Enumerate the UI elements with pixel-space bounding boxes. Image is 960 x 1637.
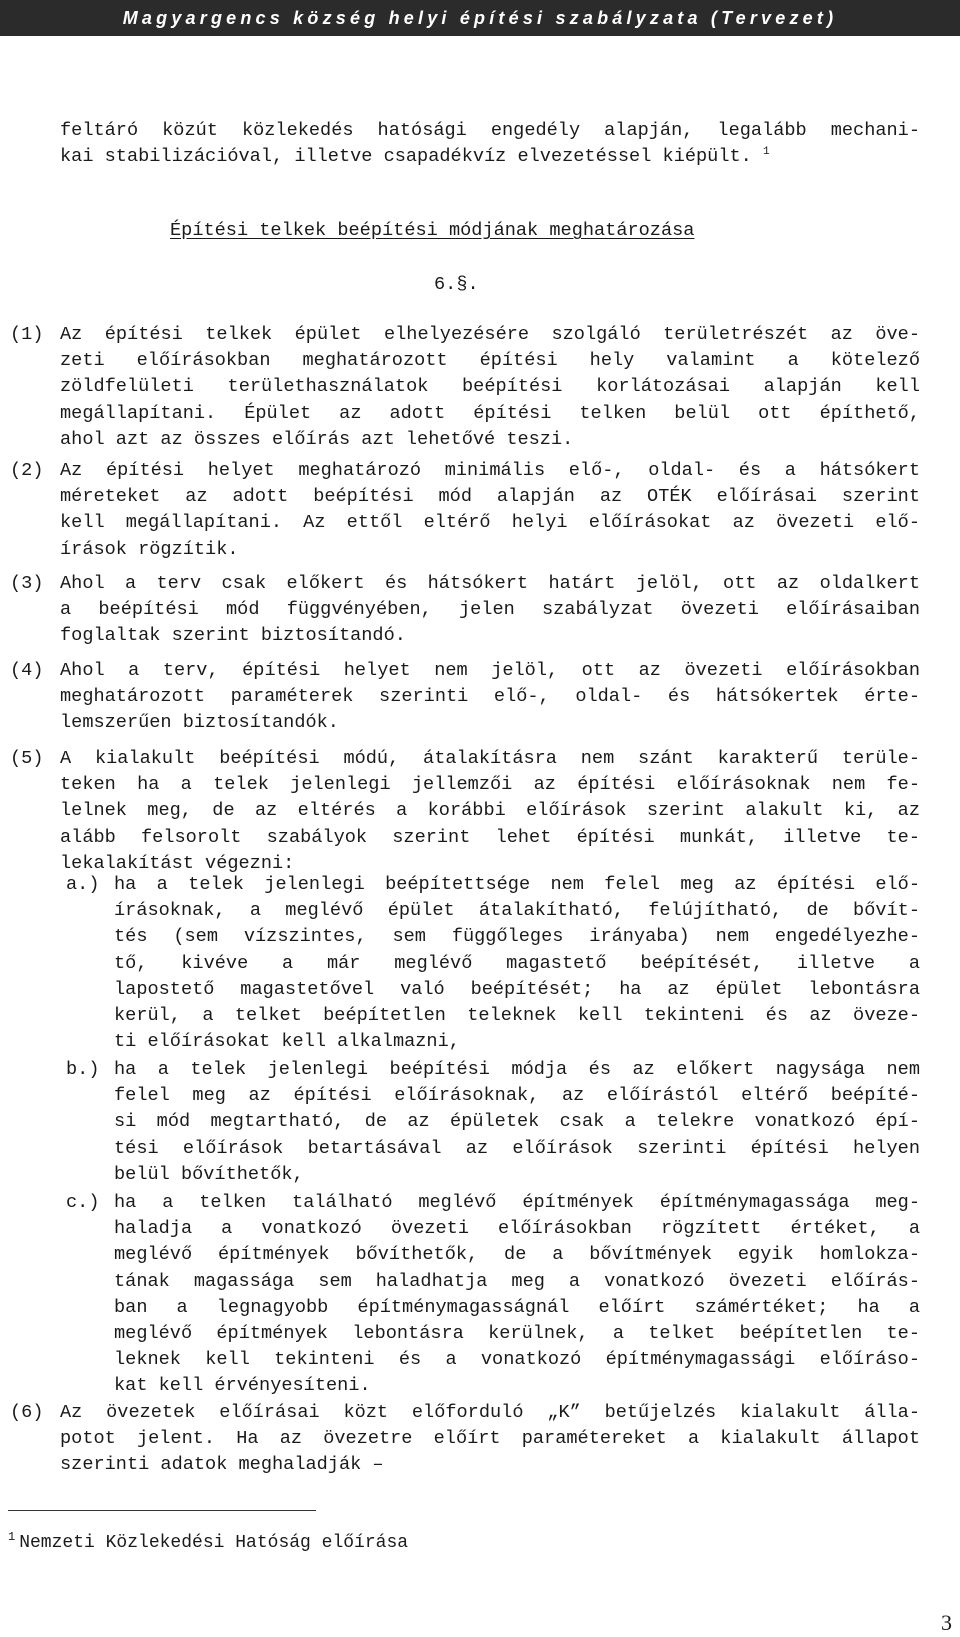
subitem-c-line: haladja a vonatkozó övezeti előírásokban rögzített értéket, a — [114, 1218, 920, 1240]
paragraph-1-line: zöldfelületi területhasználatok beépítési korlátozásai alapján kell — [60, 376, 920, 398]
paragraph-2-line: Az építési helyet meghatározó minimális elő-, oldal- és a hátsókert — [60, 460, 920, 481]
subitem-b-line: ha a telek jelenlegi beépítési módja és az előkert nagysága nem — [114, 1059, 920, 1080]
paragraph-1-line: zeti előírásokban meghatározott építési hely valamint a kötelező — [60, 350, 920, 372]
subitem-a-line: ti előírásokat kell alkalmazni, — [114, 1031, 460, 1053]
paragraph-6-line: potot jelent. Ha az övezetre előírt paramétereket a kialakult állapot — [60, 1428, 920, 1450]
subitem-a-number: a.) — [66, 874, 100, 895]
subitem-a-line: írásoknak, a meglévő épület átalakítható, felújítható, de bővít- — [114, 900, 920, 922]
paragraph-5-line: lekalakítást végezni: — [60, 852, 295, 874]
paragraph-5-line: lelnek meg, de az eltérés a korábbi előírások szerint alakult ki, az — [60, 800, 920, 822]
paragraph-3-number: (3) — [10, 573, 44, 594]
intro-line-1: feltáró közút közlekedés hatósági engedély alapján, legalább mechani- — [60, 120, 920, 141]
paragraph-4-line: lemszerűen biztosítandók. — [60, 712, 339, 734]
paragraph-2-line: méreteket az adott beépítési mód alapján az OTÉK előírásai szerint — [60, 486, 920, 508]
footnote — [8, 1530, 409, 1553]
footnote-ref: 1 — [762, 145, 770, 158]
subitem-b-line: felel meg az építési előírásoknak, az előírástól eltérő beépíté- — [114, 1085, 920, 1107]
subitem-a-line: lapostető magastetővel való beépítését; ha az épület lebontásra — [114, 978, 920, 1000]
paragraph-3-line: Ahol a terv csak előkert és hátsókert határt jelöl, ott az oldalkert — [60, 573, 920, 594]
paragraph-6-line: Az övezetek előírásai közt előforduló „K” betűjelzés kialakult álla- — [60, 1402, 920, 1423]
subitem-a-line: tés (sem vízszintes, sem függőleges irányaba) nem engedélyezhe- — [114, 926, 920, 948]
paragraph-3-line: foglaltak szerint biztosítandó. — [60, 625, 406, 647]
paragraph-6-line: szerinti adatok meghaladják – — [60, 1454, 384, 1476]
paragraph-2-line: írások rögzítik. — [60, 538, 239, 560]
section-number: 6.§. — [434, 274, 479, 295]
subitem-c-line: meglévő építmények bővíthetők, de a bővítmények egyik homlokza- — [114, 1244, 920, 1266]
subitem-a-line: ha a telek jelenlegi beépítettsége nem felel meg az építési elő- — [114, 874, 920, 895]
subitem-b-line: si mód megtartható, de az épületek csak a telekre vonatkozó épí- — [114, 1111, 920, 1133]
paragraph-2-line: kell megállapítani. Az ettől eltérő helyi előírásokat az övezeti elő- — [60, 512, 920, 534]
paragraph-3-line: a beépítési mód függvényében, jelen szabályzat övezeti előírásaiban — [60, 599, 920, 621]
paragraph-4-line: meghatározott paraméterek szerinti elő-, oldal- és hátsókertek érte- — [60, 686, 920, 708]
paragraph-1-line: Az építési telkek épület elhelyezésére szolgáló területrészét az öve- — [60, 324, 920, 345]
paragraph-5-line: alább felsorolt szabályok szerint lehet építési munkát, illetve te- — [60, 826, 920, 848]
subitem-c-line: ban a legnagyobb építménymagasságnál előírt számértéket; ha a — [114, 1296, 920, 1318]
paragraph-2-number: (2) — [10, 460, 44, 481]
subitem-b-line: tési előírások betartásával az előírások szerinti építési helyen — [114, 1137, 920, 1159]
document-title: Magyargencs község helyi építési szabályzata (Tervezet) — [122, 8, 838, 28]
paragraph-5-line: A kialakult beépítési módú, átalakításra nem szánt karakterű terüle- — [60, 748, 920, 769]
section-title: Építési telkek beépítési módjának meghatározása — [170, 220, 695, 241]
subitem-c-line: tának magassága sem haladhatja meg a vonatkozó övezeti előírás- — [114, 1270, 920, 1292]
footnote-divider — [8, 1510, 316, 1511]
intro-text: kai stabilizációval, illetve csapadékvíz elvezetéssel kiépült. — [60, 146, 752, 167]
paragraph-1-line: megállapítani. Épület az adott építési telken belül ott építhető, — [60, 402, 920, 424]
page-number: 3 — [941, 1610, 952, 1635]
subitem-c-line: ha a telken található meglévő építmények építménymagassága meg- — [114, 1192, 920, 1213]
footnote-text: Nemzeti Közlekedési Hatóság előírása — [19, 1533, 409, 1553]
paragraph-6-number: (6) — [10, 1402, 44, 1423]
footnote-marker: 1 — [8, 1530, 16, 1544]
paragraph-1-line: ahol azt az összes előírás azt lehetővé teszi. — [60, 428, 574, 450]
subitem-c-line: meglévő építmények lebontásra kerülnek, a telket beépítetlen te- — [114, 1323, 920, 1344]
intro-line-2 — [60, 144, 770, 170]
paragraph-5-line: teken ha a telek jelenlegi jellemzői az építési előírásoknak nem fe- — [60, 774, 920, 796]
subitem-b-line: belül bővíthetők, — [114, 1163, 304, 1185]
paragraph-4-number: (4) — [10, 660, 44, 681]
subitem-c-line: leknek kell tekinteni és a vonatkozó építménymagassági előíráso- — [114, 1349, 920, 1371]
subitem-c-number: c.) — [66, 1192, 100, 1213]
paragraph-5-number: (5) — [10, 748, 44, 769]
paragraph-1-number: (1) — [10, 324, 44, 345]
paragraph-4-line: Ahol a terv, építési helyet nem jelöl, ott az övezeti előírásokban — [60, 660, 920, 681]
subitem-b-number: b.) — [66, 1059, 100, 1080]
subitem-a-line: kerül, a telket beépítetlen teleknek kell tekinteni és az öveze- — [114, 1005, 920, 1026]
subitem-c-line: kat kell érvényesíteni. — [114, 1375, 371, 1397]
subitem-a-line: tő, kivéve a már meglévő magastető beépítését, illetve a — [114, 952, 920, 974]
